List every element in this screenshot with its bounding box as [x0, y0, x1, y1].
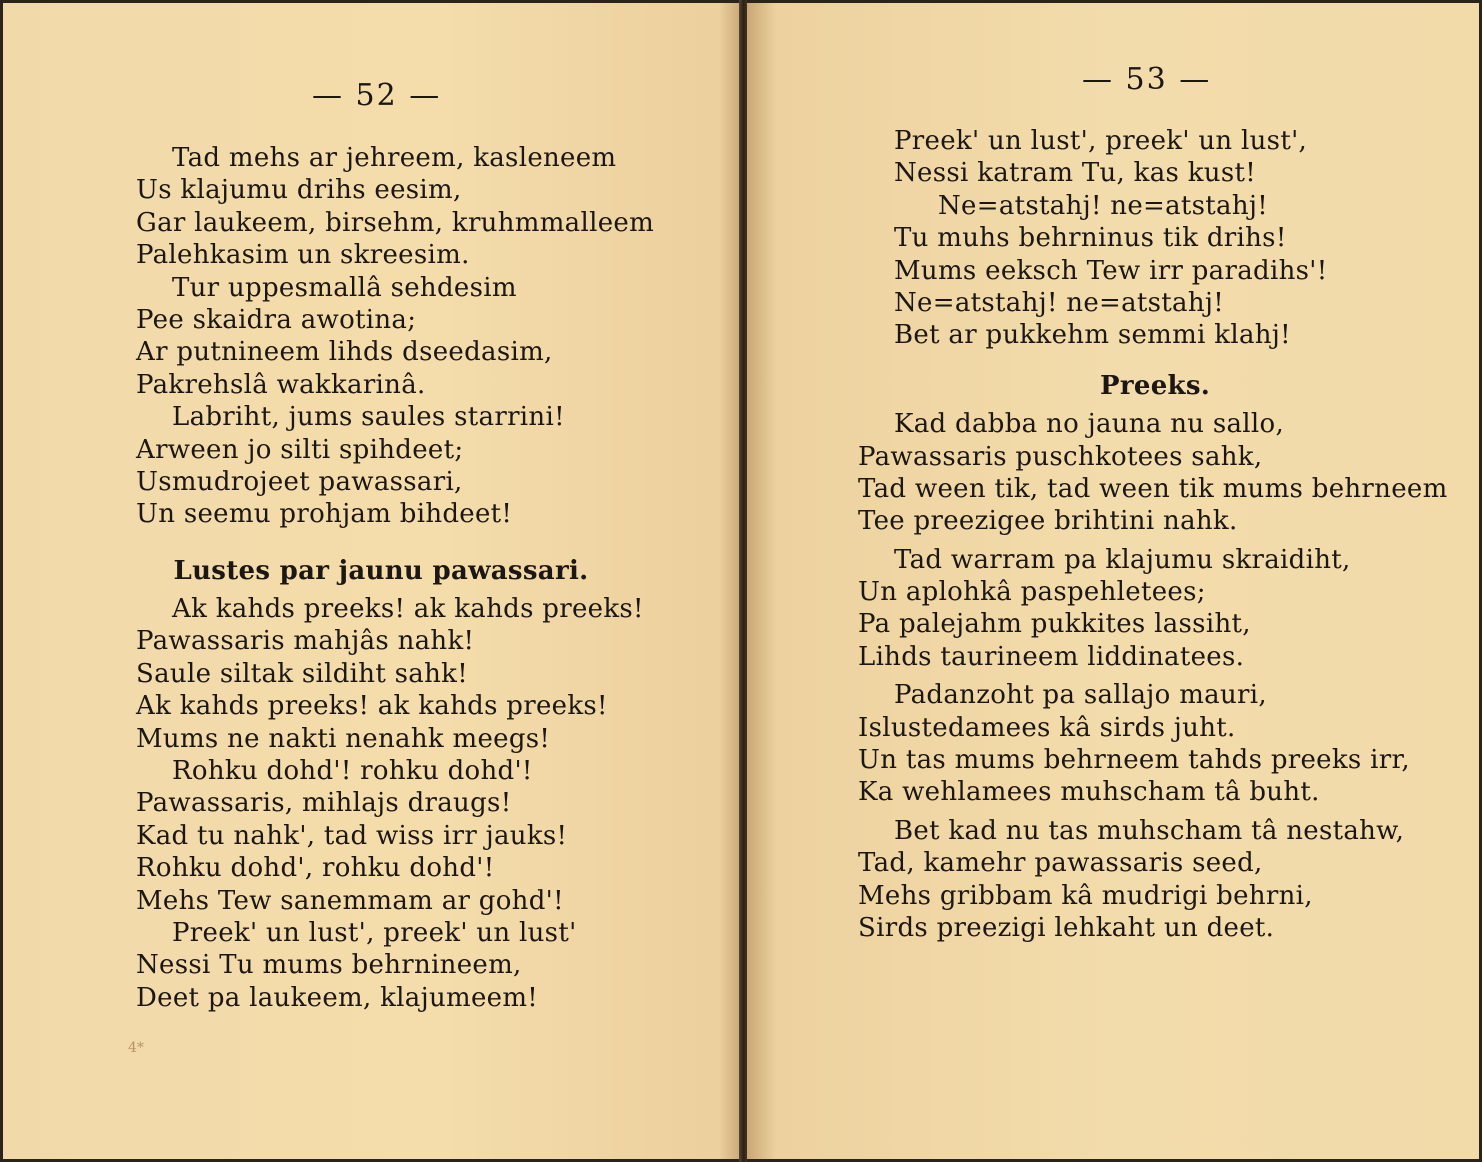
- verse-line: Ak kahds preeks! ak kahds preeks!: [136, 691, 608, 722]
- verse-line: Tee preezigee brihtini nahk.: [858, 506, 1238, 537]
- verse-line: Bet ar pukkehm semmi klahj!: [894, 320, 1291, 351]
- verse-line: Tad mehs ar jehreem, kasleneem: [172, 143, 617, 173]
- poem-heading: Lustes par jaunu pawassari.: [173, 555, 589, 586]
- verse-line: Sirds preezigi lehkaht un deet.: [858, 912, 1275, 943]
- top-edge: [747, 0, 1482, 3]
- verse-line: Un aplohkâ paspehletees;: [858, 577, 1206, 608]
- verse-line: Ne=atstahj! ne=atstahj!: [938, 190, 1268, 221]
- verse-line: Ka wehlamees muhscham tâ buht.: [858, 777, 1320, 808]
- verse-line: Tur uppesmallâ sehdesim: [172, 272, 517, 303]
- verse-line: Pawassaris mahjâs nahk!: [136, 626, 475, 657]
- stanza-2: [136, 593, 644, 1014]
- verse-line: Rohku dohd'! rohku dohd'!: [172, 756, 533, 787]
- verse-line: Preek' un lust', preek' un lust': [172, 917, 577, 948]
- verse-line: Palehkasim un skreesim.: [136, 240, 470, 271]
- verse-line: Tad, kamehr pawassaris seed,: [858, 848, 1263, 879]
- verse-line: Us klajumu drihs eesim,: [136, 175, 462, 206]
- verse-line: Bet kad nu tas muhscham tâ nestahw,: [894, 815, 1405, 846]
- page-number-right: — 53 —: [1082, 62, 1212, 97]
- verse-line: Ak kahds preeks! ak kahds preeks!: [172, 594, 644, 625]
- verse-line: Ar putnineem lihds dseedasim,: [136, 337, 553, 368]
- verse-line: Pee skaidra awotina;: [136, 304, 417, 335]
- verse-line: Mehs Tew sanemmam ar gohd'!: [136, 885, 564, 916]
- stanza-2: [858, 190, 1438, 352]
- verse-line: Gar laukeem, birsehm, kruhmmalleem: [136, 207, 655, 238]
- verse-line: Preek' un lust', preek' un lust',: [894, 126, 1308, 156]
- verse-line: Kad tu nahk', tad wiss irr jauks!: [136, 820, 568, 851]
- verse-line: Kad dabba no jauna nu sallo,: [894, 409, 1285, 440]
- verse-line: Mums eeksch Tew irr paradihs'!: [894, 255, 1328, 286]
- stanza-4: [858, 544, 1438, 674]
- top-edge: [0, 0, 741, 3]
- stanza-5: [858, 679, 1438, 809]
- verse-line: Mums ne nakti nenahk meegs!: [136, 723, 551, 754]
- verse-line: Deet pa laukeem, klajumeem!: [136, 982, 539, 1013]
- verse-line: Pa palejahm pukkites lassiht,: [858, 609, 1251, 640]
- left-page-text: [136, 142, 655, 1014]
- right-page-text: [858, 125, 1448, 944]
- verse-line: Rohku dohd', rohku dohd'!: [136, 853, 495, 884]
- poem-heading: Preeks.: [1100, 370, 1211, 401]
- verse-line: Mehs gribbam kâ mudrigi behrni,: [858, 880, 1313, 911]
- verse-line: Un seemu prohjam bihdeet!: [136, 499, 513, 530]
- stanza-1: [858, 125, 1438, 190]
- stanza-6: [858, 815, 1438, 945]
- verse-line: Tad warram pa klajumu skraidiht,: [894, 544, 1351, 575]
- verse-line: Islustedamees kâ sirds juht.: [858, 712, 1236, 743]
- verse-line: Ne=atstahj! ne=atstahj!: [894, 287, 1224, 318]
- left-edge: [0, 0, 3, 1162]
- verse-line: Arween jo silti spihdeet;: [136, 434, 464, 465]
- verse-line: Lihds taurineem liddinatees.: [858, 641, 1245, 672]
- stanza-1: [136, 142, 655, 531]
- verse-line: Padanzoht pa sallajo mauri,: [894, 680, 1267, 711]
- stanza-3: [858, 408, 1448, 538]
- verse-line: Labriht, jums saules starrini!: [172, 402, 565, 433]
- verse-line: Nessi katram Tu, kas kust!: [894, 158, 1256, 189]
- verse-line: Saule siltak sildiht sahk!: [136, 658, 468, 689]
- verse-line: Tu muhs behrninus tik drihs!: [894, 223, 1287, 254]
- verse-line: Usmudrojeet pawassari,: [136, 466, 463, 497]
- verse-line: Tad ween tik, tad ween tik mums behrneem: [858, 473, 1448, 504]
- verse-line: Pawassaris, mihlajs draugs!: [136, 788, 512, 819]
- verse-line: Pakrehslâ wakkarinâ.: [136, 369, 426, 400]
- verse-line: Pawassaris puschkotees sahk,: [858, 441, 1263, 472]
- verse-line: Nessi Tu mums behrnineem,: [136, 950, 522, 981]
- signature-mark: 4*: [128, 1040, 144, 1056]
- page-number-left: — 52 —: [312, 78, 442, 113]
- verse-line: Un tas mums behrneem tahds preeks irr,: [858, 745, 1410, 776]
